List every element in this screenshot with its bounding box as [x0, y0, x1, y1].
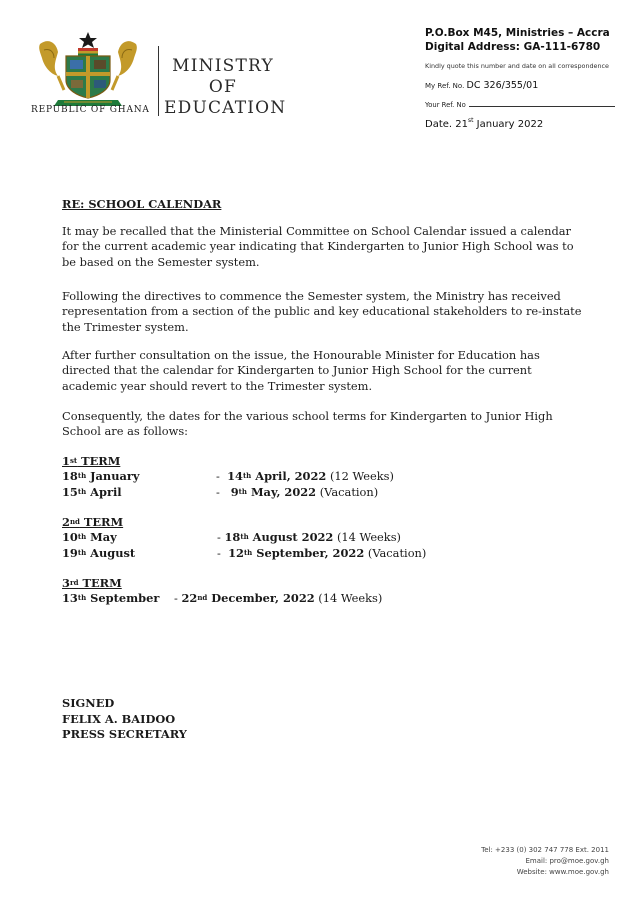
- your-ref-blank-line: [469, 106, 615, 107]
- term-end-date: - 18th August 2022 (14 Weeks): [217, 530, 401, 545]
- letter-date: [425, 119, 615, 130]
- ministry-line-3: EDUCATION: [164, 98, 287, 118]
- date-month-year: January 2022: [476, 119, 544, 130]
- your-ref-label: Your Ref. No: [425, 101, 466, 109]
- ministry-name: [164, 56, 287, 119]
- term-row: [62, 591, 383, 606]
- date-prefix: Date. 21: [425, 119, 468, 130]
- letter-heading: RE: SCHOOL CALENDAR: [62, 197, 222, 211]
- paragraph-4: Consequently, the dates for the various school terms for Kindergarten to Junior High School are as follows:: [62, 409, 553, 439]
- term-start-date: 19th August: [62, 545, 136, 560]
- term-end-date: - 22nd December, 2022 (14 Weeks): [174, 591, 383, 606]
- my-ref-label: My Ref. No.: [425, 82, 465, 90]
- digital-address: Digital Address: GA-111-6780: [425, 41, 601, 53]
- my-ref: [425, 80, 615, 91]
- address-block: [425, 26, 615, 130]
- term-title: 2nd TERM: [62, 515, 124, 529]
- term-3: [62, 576, 383, 607]
- term-row: [62, 484, 379, 500]
- letterhead-divider: [158, 46, 159, 116]
- footer-contact: [481, 845, 609, 878]
- term-1: [62, 454, 394, 500]
- term-start-date: 18th January: [62, 469, 140, 484]
- footer-email: Email: pro@moe.gov.gh: [525, 857, 609, 865]
- paragraph-1: It may be recalled that the Ministerial Committee on School Calendar issued a calendar for the current academic year indicating that Kindergarten to Junior High School was to be based on the Semester system.: [62, 224, 574, 269]
- term-row: [62, 545, 427, 561]
- date-suffix-ordinal: st: [467, 117, 474, 124]
- paragraph-3: After further consultation on the issue, the Honourable Minister for Education has directed that the calendar for Kindergarten to Junior High School for the current academic year should revert to the Trimester system.: [62, 348, 540, 393]
- term-end-date: - 12th September, 2022 (Vacation): [217, 545, 427, 560]
- term-start-date: 13th September: [62, 591, 160, 606]
- paragraph-2: Following the directives to commence the Semester system, the Ministry has received representation from a section of the public and key educational stakeholders to re-instate the Trimester system.: [62, 289, 582, 334]
- quote-note: Kindly quote this number and date on all correspondence: [425, 62, 609, 70]
- postal-address: P.O.Box M45, Ministries – Accra: [425, 27, 610, 39]
- signature-block: [62, 696, 187, 743]
- term-end-date: - 14th April, 2022 (12 Weeks): [216, 469, 394, 484]
- term-row: [62, 469, 394, 484]
- your-ref: [425, 101, 615, 109]
- my-ref-value: DC 326/355/01: [466, 80, 539, 91]
- signatory-title: PRESS SECRETARY: [62, 727, 187, 742]
- term-end-date: - 9th May, 2022 (Vacation): [216, 484, 379, 499]
- term-title: 3rd TERM: [62, 576, 122, 590]
- term-title: 1st TERM: [62, 454, 121, 468]
- footer-tel: Tel: +233 (0) 302 747 778 Ext. 2011: [481, 846, 609, 854]
- term-start-date: 15th April: [62, 484, 122, 499]
- term-2: [62, 515, 427, 561]
- footer-website: Website: www.moe.gov.gh: [516, 868, 609, 876]
- ministry-line-1: MINISTRY: [172, 56, 274, 76]
- republic-label: REPUBLIC OF GHANA: [31, 105, 150, 115]
- term-start-date: 10th May: [62, 530, 117, 545]
- ministry-line-2: OF: [208, 77, 238, 97]
- term-row: [62, 530, 401, 545]
- ghana-coat-of-arms-icon: [34, 30, 142, 110]
- signatory-name: FELIX A. BAIDOO: [62, 711, 176, 726]
- signed-label: SIGNED: [62, 696, 115, 710]
